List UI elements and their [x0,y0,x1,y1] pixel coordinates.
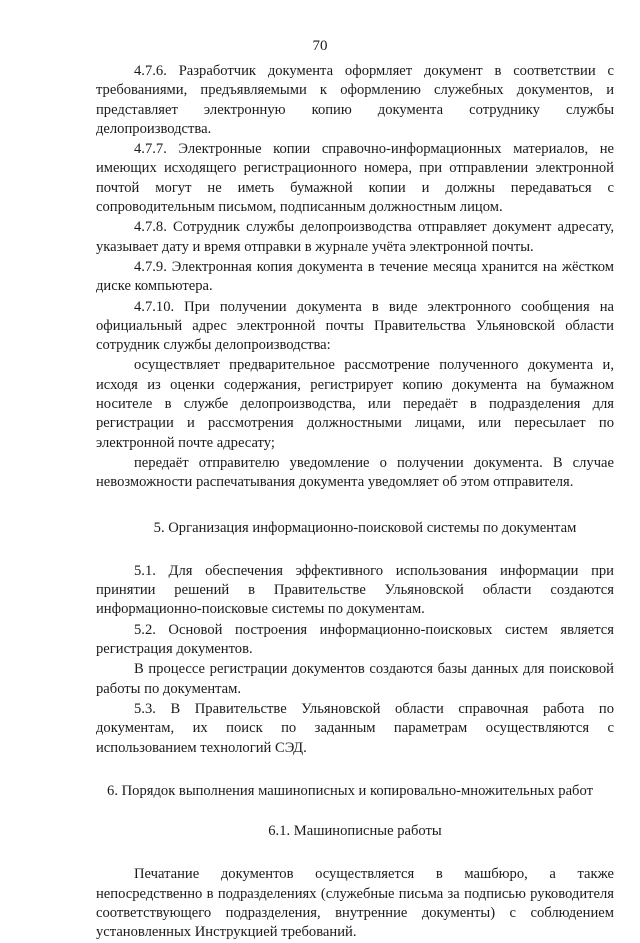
paragraph-4-7-9: 4.7.9. Электронная копия документа в течение месяца хранится на жёстком диске компьютера. [96,258,614,295]
paragraph-4-7-10: 4.7.10. При получении документа в виде электронного сообщения на официальный адрес электронной почты Правительства Ульяновской области сотрудник службы делопроизводства: [96,298,614,354]
paragraph-6-1: Печатание документов осуществляется в машбюро, а также непосредственно в подразделениях (служебные письма за подписью руководителя соответствующего подразделения, внутренние документы) с соблюдением установленных Инструкцией требований. [96,866,614,941]
section-6-1-heading: 6.1. Машинописные работы [268,823,442,840]
paragraph-4-7-6: 4.7.6. Разработчик документа оформляет документ в соответствии с требованиями, предъявляемыми к оформлению служебных документов, и представляет электронную копию документа сотруднику службы делопроизводства. [96,63,614,137]
paragraph-notification: передаёт отправителю уведомление о получении документа. В случае невозможности распечатывания документа уведомляет об этом отправителя. [96,454,614,491]
paragraph-preliminary-review: осуществляет предварительное рассмотрение полученного документа и, исходя из оценки содержания, регистрирует копию документа на бумажном носителе в службе делопроизводства, или передаёт в подразделения для регистрации и рассмотрения должностными лицами, или пересылает по электронной почте адресату; [96,357,614,451]
paragraph-5-1: 5.1. Для обеспечения эффективного использования информации при принятии решений в Правительстве Ульяновской области создаются информационно-поисковые системы по документам. [96,562,614,618]
section-5-heading: 5. Организация информационно-поисковой системы по документам [153,519,577,536]
paragraph-5-3: 5.3. В Правительстве Ульяновской области справочная работа по документам, их поиск по заданным параметрам осуществляются с использованием технологий СЭД. [96,700,614,756]
paragraph-4-7-7: 4.7.7. Электронные копии справочно-информационных материалов, не имеющих исходящего регистрационного номера, при отправлении электронной почтой могут не иметь бумажной копии и должны передаваться с сопроводительным письмом, подписанным должностным лицом. [96,141,614,216]
section-6-heading: 6. Порядок выполнения машинописных и копировально-множительных работ [107,782,593,799]
document-body [96,62,614,943]
paragraph-5-2-databases: В процессе регистрации документов создаются базы данных для поисковой работы по документам. [96,661,614,697]
paragraph-5-2: 5.2. Основой построения информационно-поисковых систем является регистрация документов. [96,621,614,658]
paragraph-4-7-8: 4.7.8. Сотрудник службы делопроизводства отправляет документ адресату, указывает дату и время отправки в журнале учёта электронной почты. [96,219,614,255]
page-number: 70 [312,38,328,54]
